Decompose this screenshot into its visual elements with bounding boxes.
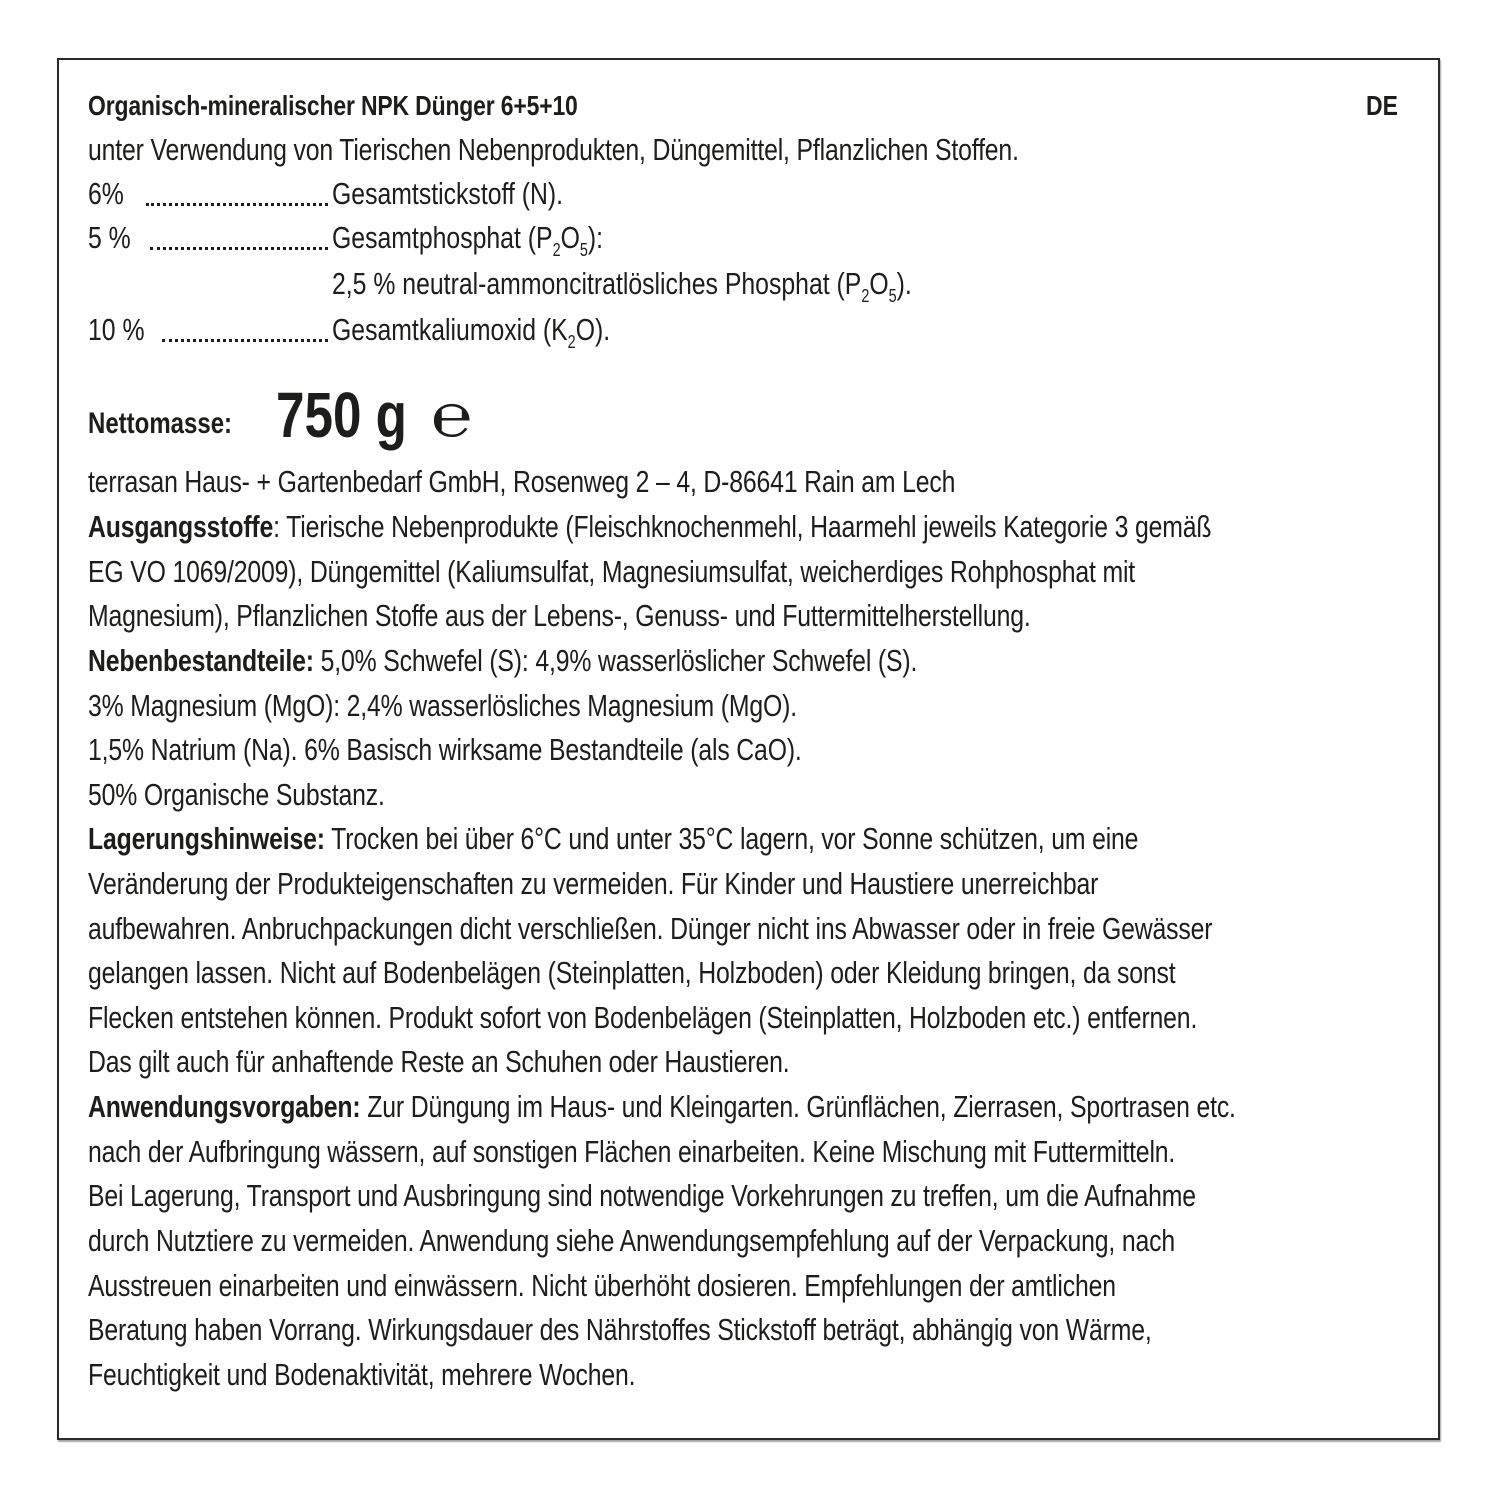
nutrient-description: 2,5 % neutral-ammoncitratlösliches Phosphat $(P_2O_5)$. (332, 266, 912, 306)
storage-line: Lagerungshinweise: Trocken bei über 6°C und unter 35°C lagern, vor Sonne schützen, um eine (88, 821, 1139, 856)
nutrient-description: Gesamtkaliumoxid $(K_2O)$. (332, 312, 611, 352)
storage-line: aufbewahren. Anbruchpackungen dicht verschließen. Dünger nicht ins Abwasser oder in freie Gewässer (88, 911, 1213, 946)
product-title: Organisch-mineralischer NPK Dünger 6+5+10 (88, 90, 578, 121)
storage-line: gelangen lassen. Nicht auf Bodenbelägen (Steinplatten, Holzboden) oder Kleidung bringen, da sonst (88, 955, 1176, 990)
application-line: nach der Aufbringung wässern, auf sonstigen Flächen einarbeiten. Keine Mischung mit Futtermitteln. (88, 1134, 1176, 1169)
storage-line: Veränderung der Produkteigenschaften zu vermeiden. Für Kinder und Haustiere unerreichbar (88, 866, 1099, 901)
nutrient-percent: 6% (88, 176, 124, 211)
estimated-sign-icon: ℮ (431, 381, 473, 451)
storage-heading: Lagerungshinweise: (88, 821, 325, 856)
secondary-components-line: 50% Organische Substanz. (88, 777, 385, 812)
application-heading: Anwendungsvorgaben: (88, 1089, 361, 1124)
secondary-components-line: 1,5% Natrium (Na). 6% Basisch wirksame Bestandteile (als CaO). (88, 732, 802, 767)
nutrient-percent: 10 % (88, 312, 145, 347)
application-line: Anwendungsvorgaben: Zur Düngung im Haus- und Kleingarten. Grünflächen, Zierrasen, Sportrasen etc. (88, 1089, 1236, 1124)
ingredients-line: Magnesium), Pflanzlichen Stoffe aus der Lebens-, Genuss- und Futtermittelherstellung. (88, 598, 1031, 633)
application-line: Beratung haben Vorrang. Wirkungsdauer des Nährstoffes Stickstoff beträgt, abhängig von Wärme, (88, 1312, 1152, 1347)
application-line: Ausstreuen einarbeiten und einwässern. Nicht überhöht dosieren. Empfehlungen der amtlichen (88, 1268, 1116, 1303)
secondary-components-line: Nebenbestandteile: 5,0% Schwefel (S): 4,9% wasserlöslicher Schwefel (S). (88, 643, 918, 678)
nutrient-percent: 5 % (88, 220, 131, 255)
storage-line: Flecken entstehen können. Produkt sofort von Bodenbelägen (Steinplatten, Holzboden etc.) entfernen. (88, 1000, 1198, 1035)
language-code: DE (1366, 90, 1398, 121)
nutrient-description: Gesamtphosphat $(P_2O_5)$: (332, 220, 604, 260)
product-subtitle: unter Verwendung von Tierischen Nebenprodukten, Düngemittel, Pflanzlichen Stoffen. (88, 132, 1019, 167)
ingredients-line: EG VO 1069/2009), Düngemittel (Kaliumsulfat, Magnesiumsulfat, weicherdiges Rohphosphat mit (88, 554, 1136, 589)
dot-leader (162, 336, 328, 342)
net-mass-value: 750 g (276, 379, 407, 451)
manufacturer-address: terrasan Haus- + Gartenbedarf GmbH, Rosenweg 2 – 4, D-86641 Rain am Lech (88, 464, 956, 499)
ingredients-line: Ausgangsstoffe: Tierische Nebenprodukte (Fleischknochenmehl, Haarmehl jeweils Kategorie 3 gemäß (88, 509, 1212, 544)
secondary-components-heading: Nebenbestandteile: (88, 643, 314, 678)
nutrient-description: Gesamtstickstoff (N). (332, 176, 564, 211)
application-line: Feuchtigkeit und Bodenaktivität, mehrere Wochen. (88, 1357, 636, 1392)
application-line: durch Nutztiere zu vermeiden. Anwendung siehe Anwendungsempfehlung auf der Verpackung, nach (88, 1223, 1176, 1258)
net-mass-label: Nettomasse: (88, 407, 233, 440)
dot-leader (150, 244, 328, 250)
ingredients-heading: Ausgangsstoffe (88, 509, 274, 544)
storage-line: Das gilt auch für anhaftende Reste an Schuhen oder Haustieren. (88, 1044, 790, 1079)
application-line: Bei Lagerung, Transport und Ausbringung sind notwendige Vorkehrungen zu treffen, um die Aufnahme (88, 1178, 1196, 1213)
dot-leader (146, 200, 328, 206)
secondary-components-line: 3% Magnesium (MgO): 2,4% wasserlösliches Magnesium (MgO). (88, 688, 797, 723)
